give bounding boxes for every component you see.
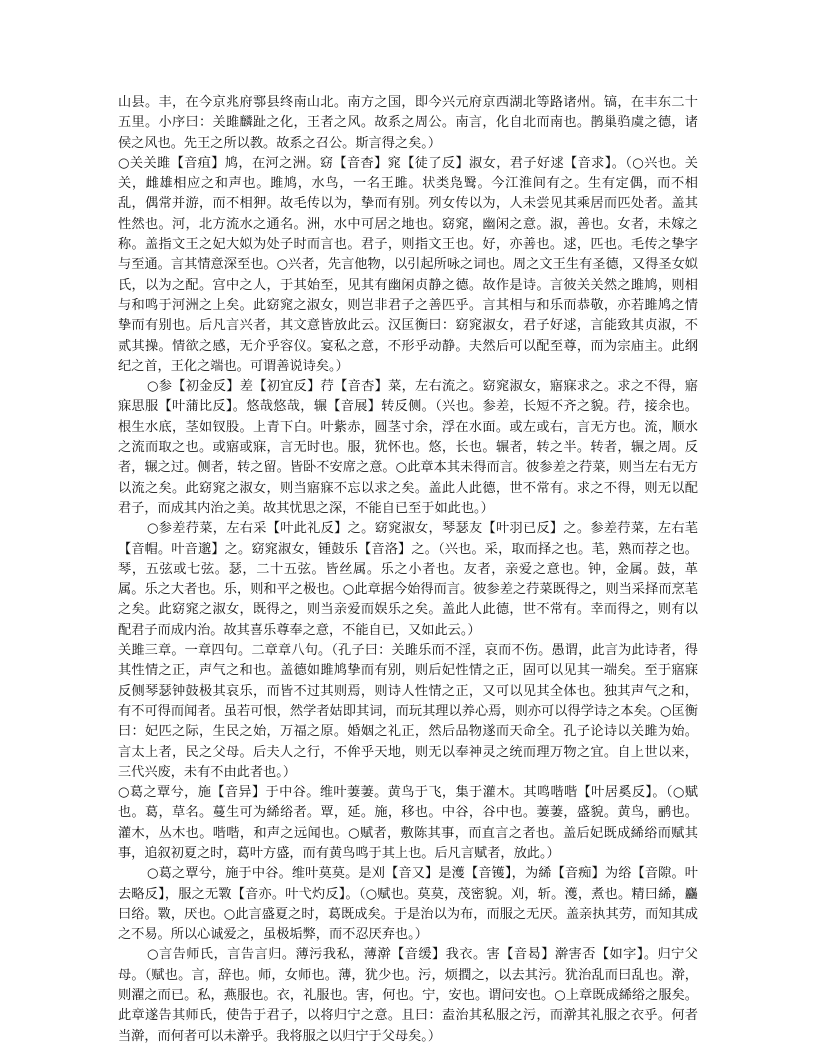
paragraph: ○参差荇菜，左右采【叶此礼反】之。窈窕淑女，琴瑟友【叶羽已反】之。参差荇菜，左右芼【音帽。叶音邈】之。窈窕淑女，锺鼓乐【音洛】之。（兴也。采，取而择之也。芼，熟而荐之也。琴，五弦或七弦。瑟，二十五弦。皆丝属。乐之小者也。友者，亲爱之意也。钟，金属。鼓，革属。乐之大者也。乐，则和平之极也。○此章据今始得而言。彼参差之荇菜既得之，则当采择而烹芼之矣。此窈窕之淑女，既得之，则当亲爱而娱乐之矣。盖此人此德，世不常有。幸而得之，则有以配君子而成内治。故其喜乐尊奉之意，不能自已，又如此云。） — [118, 521, 698, 638]
paragraph: ○言告师氏，言告言归。薄污我私，薄澣【音缓】我衣。害【音曷】澣害否【如字】。归宁父母。（赋也。言，辞也。师，女师也。薄，犹少也。污，烦撋之，以去其污。犹治乱而曰乱也。澣，则濯之而已。私，燕服也。衣，礼服也。害，何也。宁，安也。谓问安也。○上章既成絺绤之服矣。此章遂告其师氏，使告于君子，以将归宁之意。且曰：盍治其私服之污，而澣其礼服之衣乎。何者当澣，而何者可以未澣乎。我将服之以归宁于父母矣。） — [118, 947, 698, 1044]
document-body — [118, 93, 698, 1047]
paragraph: 山县。丰，在今京兆府鄠县终南山北。南方之国，即今兴元府京西湖北等路诸州。镐，在丰东二十五里。小序曰：关雎麟趾之化，王者之风。故系之周公。南言，化自北而南也。鹊巢驺虞之德，诸侯之风也。先王之所以教。故系之召公。斯言得之矣。） — [118, 95, 698, 151]
paragraph: ○葛之覃兮，施【音异】于中谷。维叶萋萋。黄鸟于飞，集于灌木。其鸣喈喈【叶居奚反】。（○赋也。葛，草名。蔓生可为絺绤者。覃，延。施，移也。中谷，谷中也。萋萋，盛貌。黄鸟，鹂也。灌木，丛木也。喈喈，和声之远闻也。○赋者，敷陈其事，而直言之者也。盖后妃既成絺绤而赋其事，追叙初夏之时，葛叶方盛，而有黄鸟鸣于其上也。后凡言赋者，放此。） — [118, 785, 698, 861]
paragraph: ○葛之覃兮，施于中谷。维叶莫莫。是刈【音又】是濩【音镬】，为絺【音痴】为绤【音隙。叶去略反】，服之无斁【音亦。叶弋灼反】。（○赋也。莫莫，茂密貌。刈，斩。濩，煮也。精曰絺，麤曰绤。斁，厌也。○此言盛夏之时，葛既成矣。于是治以为布，而服之无厌。盖亲执其劳，而知其成之不易。所以心诚爱之，虽极垢弊，而不忍厌弃也。） — [118, 866, 698, 943]
paragraph: ○关关雎【音疽】鸠，在河之洲。窈【音杳】窕【徒了反】淑女，君子好逑【音求】。（○兴也。关关，雌雄相应之和声也。雎鸠，水鸟，一名王雎。状类凫鹥。今江淮间有之。生有定偶，而不相乱，偶常并游，而不相狎。故毛传以为，挚而有别。列女传以为，人未尝见其乘居而匹处者。盖其性然也。河，北方流水之通名。洲，水中可居之地也。窈窕，幽闲之意。淑，善也。女者，未嫁之称。盖指文王之妃大姒为处子时而言也。君子，则指文王也。好，亦善也。逑，匹也。毛传之挚字与至通。言其情意深至也。○兴者，先言他物，以引起所咏之词也。周之文王生有圣德，又得圣女姒氏，以为之配。宫中之人，于其始至，见其有幽闲贞静之德。故作是诗。言彼关关然之雎鸠，则相与和鸣于河洲之上矣。此窈窕之淑女，则岂非君子之善匹乎。言其相与和乐而恭敬，亦若雎鸠之情挚而有别也。后凡言兴者，其文意皆放此云。汉匡衡曰：窈窕淑女，君子好逑，言能致其贞淑，不贰其操。情欲之感，无介乎容仪。宴私之意，不形乎动静。夫然后可以配至尊，而为宗庙主。此纲纪之首，王化之端也。可谓善说诗矣。） — [118, 155, 698, 374]
paragraph: 关雎三章。一章四句。二章章八句。（孔子曰：关雎乐而不淫，哀而不伤。愚谓，此言为此诗者，得其性情之正，声气之和也。盖德如雎鸠挚而有别，则后妃性情之正，固可以见其一端矣。至于寤寐反侧琴瑟钟鼓极其哀乐，而皆不过其则焉，则诗人性情之正，又可以见其全体也。独其声气之和，有不可得而闻者。虽若可恨，然学者姑即其词，而玩其理以养心焉，则亦可以得学诗之本矣。○匡衡曰：妃匹之际，生民之始，万福之原。婚姻之礼正，然后品物遂而天命全。孔子论诗以关雎为始。言太上者，民之父母。后夫人之行，不侔乎天地，则无以奉神灵之统而理万物之宜。自上世以来，三代兴废，未有不由此者也。） — [118, 643, 698, 780]
paragraph: ○参【初金反】差【初宜反】荇【音杏】菜，左右流之。窈窕淑女，寤寐求之。求之不得，寤寐思服【叶蒲比反】。悠哉悠哉，辗【音展】转反侧。（兴也。参差，长短不齐之貌。荇，接余也。根生水底，茎如钗股。上青下白。叶紫赤，圆茎寸余，浮在水面。或左或右，言无方也。流，顺水之流而取之也。或寤或寐，言无时也。服，犹怀也。悠，长也。辗者，转之半。转者，辗之周。反者，辗之过。侧者，转之留。皆卧不安席之意。○此章本其未得而言。彼参差之荇菜，则当左右无方以流之矣。此窈窕之淑女，则当寤寐不忘以求之矣。盖此人此德，世不常有。求之不得，则无以配君子，而成其内治之美。故其忧思之深，不能自已至于如此也。） — [118, 379, 698, 516]
